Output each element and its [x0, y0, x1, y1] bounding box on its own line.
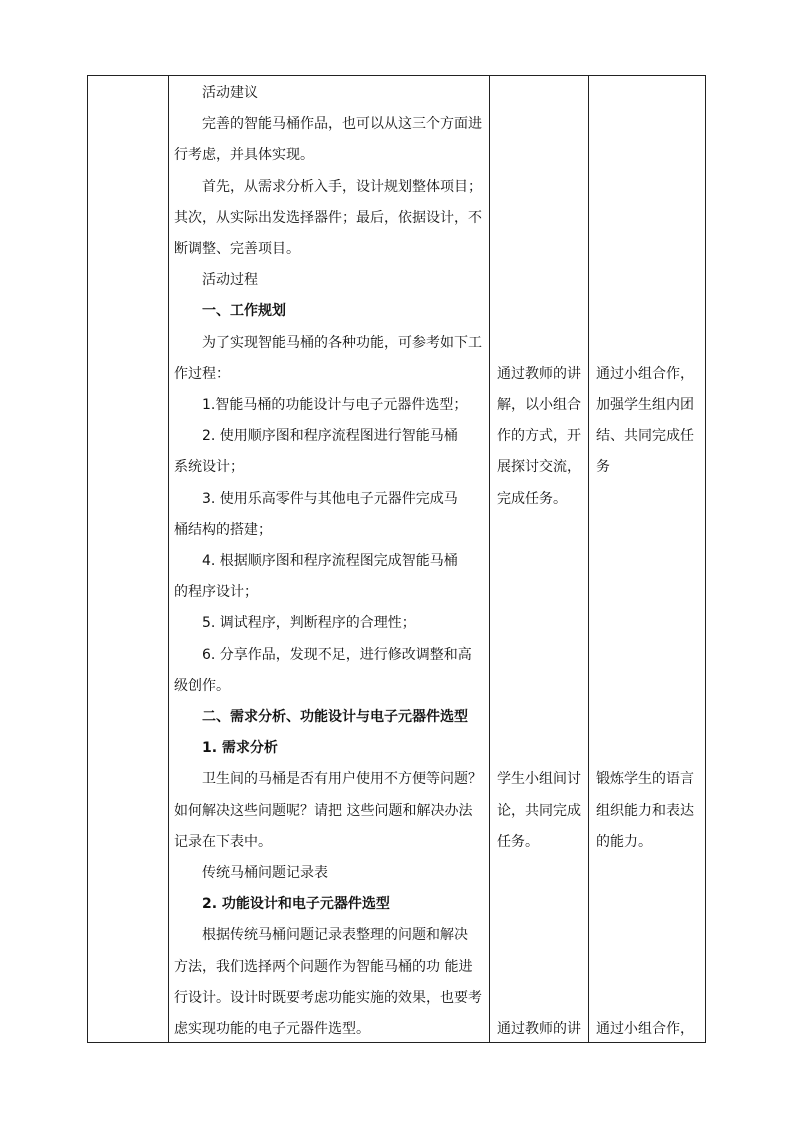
list-item: 3. 使用乐高零件与其他电子元器件完成马	[202, 491, 458, 507]
paragraph-line: 卫生间的马桶是否有用户使用不方便等问题？	[202, 771, 482, 787]
paragraph-line: 完善的智能马桶作品，也可以从这三个方面进	[202, 116, 482, 132]
paragraph-line: 如何解决这些问题呢？请把 这些问题和解决办法	[174, 803, 473, 819]
paragraph-line: 行考虑，并具体实现。	[174, 147, 314, 163]
list-item-continuation: 级创作。	[174, 678, 230, 694]
teacher-text-line: 学生小组间讨	[497, 771, 581, 787]
paragraph-line: 根据传统马桶问题记录表整理的问题和解决	[202, 927, 468, 943]
paragraph-line: 作过程：	[174, 366, 230, 382]
teacher-text-line: 论，共同完成	[497, 803, 581, 819]
intent-text-line: 结、共同完成任	[596, 428, 694, 444]
teacher-text-line: 解，以小组合	[497, 397, 581, 413]
list-item: 6. 分享作品，发现不足，进行修改调整和高	[202, 647, 472, 663]
teacher-text-line: 通过教师的讲	[497, 366, 581, 382]
heading-activity-process: 活动过程	[202, 272, 258, 288]
paragraph-line: 虑实现功能的电子元器件选型。	[174, 1021, 370, 1037]
heading-activity-suggestion: 活动建议	[202, 85, 258, 101]
teacher-text-line: 作的方式，开	[497, 428, 581, 444]
section-heading-work-plan: 一、工作规划	[202, 303, 286, 319]
list-item-continuation: 的程序设计；	[174, 584, 258, 600]
column-divider	[168, 76, 169, 1042]
teacher-text-line: 完成任务。	[497, 491, 567, 507]
list-item: 2. 使用顺序图和程序流程图进行智能马桶	[202, 428, 458, 444]
intent-text-line: 务	[596, 459, 610, 475]
paragraph-line: 其次，从实际出发选择器件；最后，依据设计，不	[174, 210, 482, 226]
paragraph-line: 首先，从需求分析入手，设计规划整体项目；	[202, 179, 482, 195]
list-item: 5. 调试程序，判断程序的合理性；	[202, 615, 416, 631]
paragraph-line: 断调整、完善项目。	[174, 241, 300, 257]
list-item-continuation: 桶结构的搭建；	[174, 522, 272, 538]
teacher-text-line: 通过教师的讲	[497, 1021, 581, 1037]
intent-text-line: 组织能力和表达	[596, 803, 694, 819]
list-item: 1.智能马桶的功能设计与电子元器件选型；	[202, 397, 468, 413]
lesson-table	[87, 75, 706, 1043]
subheading-function-design: 2. 功能设计和电子元器件选型	[202, 896, 390, 912]
paragraph-line: 记录在下表中。	[174, 834, 272, 850]
column-divider	[489, 76, 490, 1042]
table-caption: 传统马桶问题记录表	[202, 865, 328, 881]
paragraph-line: 方法，我们选择两个问题作为智能马桶的功 能进	[174, 959, 473, 975]
paragraph-line: 为了实现智能马桶的各种功能，可参考如下工	[202, 335, 482, 351]
intent-text-line: 通过小组合作，	[596, 366, 694, 382]
teacher-text-line: 展探讨交流，	[497, 459, 581, 475]
list-item: 4. 根据顺序图和程序流程图完成智能马桶	[202, 553, 458, 569]
intent-text-line: 的能力。	[596, 834, 652, 850]
intent-text-line: 锻炼学生的语言	[596, 771, 694, 787]
intent-text-line: 加强学生组内团	[596, 397, 694, 413]
column-divider	[588, 76, 589, 1042]
list-item-continuation: 系统设计；	[174, 459, 244, 475]
intent-text-line: 通过小组合作，	[596, 1021, 694, 1037]
subheading-requirement-analysis: 1. 需求分析	[202, 740, 278, 756]
paragraph-line: 行设计。设计时既要考虑功能实施的效果，也要考	[174, 990, 482, 1006]
teacher-text-line: 任务。	[497, 834, 539, 850]
section-heading-requirements: 二、需求分析、功能设计与电子元器件选型	[202, 709, 468, 725]
